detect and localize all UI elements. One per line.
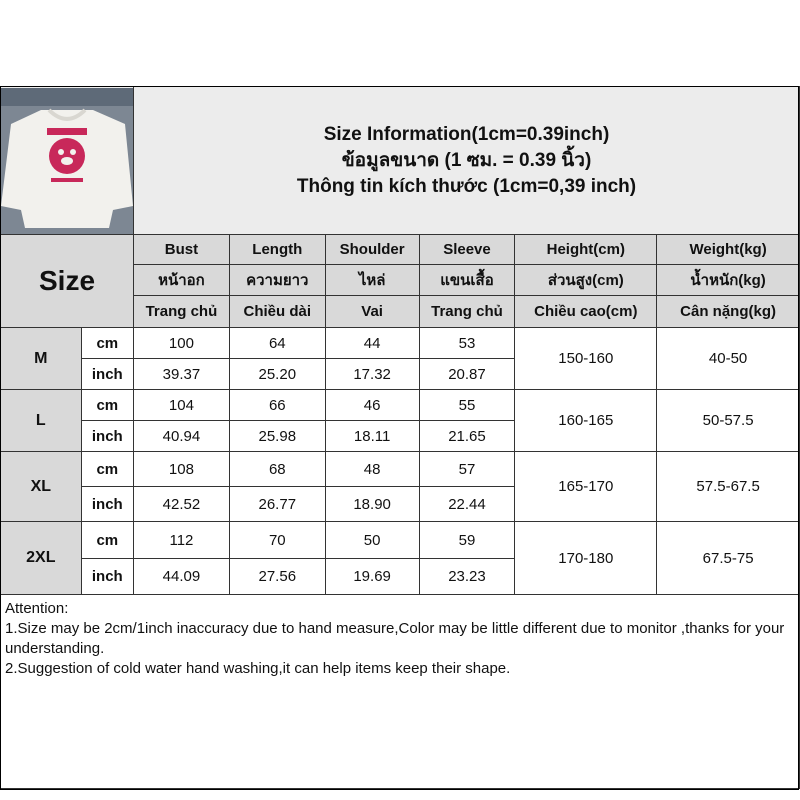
cell-l-sleeve-inch: 21.65 — [419, 421, 515, 452]
cell-l-bust-inch: 40.94 — [134, 421, 230, 452]
header-sleeve-vi: Trang chủ — [419, 296, 515, 328]
header-weight-vi: Cân nặng(kg) — [657, 296, 800, 328]
header-height-vi: Chiều cao(cm) — [515, 296, 657, 328]
cell-m-shoulder-cm: 44 — [325, 328, 419, 359]
cell-l-height: 160-165 — [515, 390, 657, 452]
unit-cm: cm — [81, 328, 133, 359]
cell-xl-length-cm: 68 — [229, 452, 325, 487]
unit-cm: cm — [81, 452, 133, 487]
cell-2xl-weight: 67.5-75 — [657, 522, 800, 595]
size-label-l: L — [1, 390, 82, 452]
cell-l-weight: 50-57.5 — [657, 390, 800, 452]
header-shoulder-vi: Vai — [325, 296, 419, 328]
cell-l-shoulder-cm: 46 — [325, 390, 419, 421]
cell-2xl-sleeve-cm: 59 — [419, 522, 515, 559]
cell-xl-height: 165-170 — [515, 452, 657, 522]
cell-m-bust-cm: 100 — [134, 328, 230, 359]
cell-xl-shoulder-cm: 48 — [325, 452, 419, 487]
title-line-en: Size Information(1cm=0.39inch) — [323, 123, 610, 145]
header-shoulder-th: ไหล่ — [325, 265, 419, 296]
attention-heading: Attention: — [5, 600, 69, 617]
unit-inch: inch — [81, 359, 133, 390]
cell-m-length-cm: 64 — [229, 328, 325, 359]
title-line-th: ข้อมูลขนาด (1 ซม. = 0.39 นิ้ว) — [341, 149, 592, 171]
cell-xl-weight: 57.5-67.5 — [657, 452, 800, 522]
header-height-en: Height(cm) — [515, 235, 657, 265]
cell-l-shoulder-inch: 18.11 — [325, 421, 419, 452]
cell-2xl-length-inch: 27.56 — [229, 559, 325, 595]
unit-cm: cm — [81, 390, 133, 421]
header-shoulder-en: Shoulder — [325, 235, 419, 265]
cell-m-sleeve-cm: 53 — [419, 328, 515, 359]
header-sleeve-th: แขนเสื้อ — [419, 265, 515, 296]
cell-2xl-shoulder-cm: 50 — [325, 522, 419, 559]
unit-inch: inch — [81, 421, 133, 452]
cell-xl-bust-cm: 108 — [134, 452, 230, 487]
unit-inch: inch — [81, 487, 133, 522]
header-bust-vi: Trang chủ — [134, 296, 230, 328]
cell-m-height: 150-160 — [515, 328, 657, 390]
header-bust-th: หน้าอก — [134, 265, 230, 296]
attention-item-1: 1.Size may be 2cm/1inch inaccuracy due to hand measure,Color may be little different due to monitor ,thanks for your understanding. — [5, 620, 785, 657]
cell-m-sleeve-inch: 20.87 — [419, 359, 515, 390]
size-label-m: M — [1, 328, 82, 390]
header-length-vi: Chiều dài — [229, 296, 325, 328]
header-weight-th: น้ำหนัก(kg) — [657, 265, 800, 296]
cell-xl-length-inch: 26.77 — [229, 487, 325, 522]
header-bust-en: Bust — [134, 235, 230, 265]
cell-2xl-length-cm: 70 — [229, 522, 325, 559]
cell-2xl-sleeve-inch: 23.23 — [419, 559, 515, 595]
cell-xl-sleeve-cm: 57 — [419, 452, 515, 487]
cell-xl-bust-inch: 42.52 — [134, 487, 230, 522]
cell-xl-sleeve-inch: 22.44 — [419, 487, 515, 522]
cell-2xl-shoulder-inch: 19.69 — [325, 559, 419, 595]
size-header: Size — [1, 235, 134, 328]
cell-l-length-cm: 66 — [229, 390, 325, 421]
cell-xl-shoulder-inch: 18.90 — [325, 487, 419, 522]
header-height-th: ส่วนสูง(cm) — [515, 265, 657, 296]
unit-inch: inch — [81, 559, 133, 595]
cell-l-sleeve-cm: 55 — [419, 390, 515, 421]
size-label-2xl: 2XL — [1, 522, 82, 595]
header-sleeve-en: Sleeve — [419, 235, 515, 265]
cell-m-bust-inch: 39.37 — [134, 359, 230, 390]
cell-l-bust-cm: 104 — [134, 390, 230, 421]
header-length-th: ความยาว — [229, 265, 325, 296]
title-line-vi: Thông tin kích thước (1cm=0,39 inch) — [296, 175, 637, 197]
chart-frame — [0, 86, 799, 790]
cell-m-shoulder-inch: 17.32 — [325, 359, 419, 390]
cell-2xl-bust-inch: 44.09 — [134, 559, 230, 595]
unit-cm: cm — [81, 522, 133, 559]
cell-m-weight: 40-50 — [657, 328, 800, 390]
cell-l-length-inch: 25.98 — [229, 421, 325, 452]
header-length-en: Length — [229, 235, 325, 265]
size-label-xl: XL — [1, 452, 82, 522]
header-weight-en: Weight(kg) — [657, 235, 800, 265]
cell-2xl-bust-cm: 112 — [134, 522, 230, 559]
cell-2xl-height: 170-180 — [515, 522, 657, 595]
attention-item-2: 2.Suggestion of cold water hand washing,it can help items keep their shape. — [5, 660, 511, 677]
cell-m-length-inch: 25.20 — [229, 359, 325, 390]
